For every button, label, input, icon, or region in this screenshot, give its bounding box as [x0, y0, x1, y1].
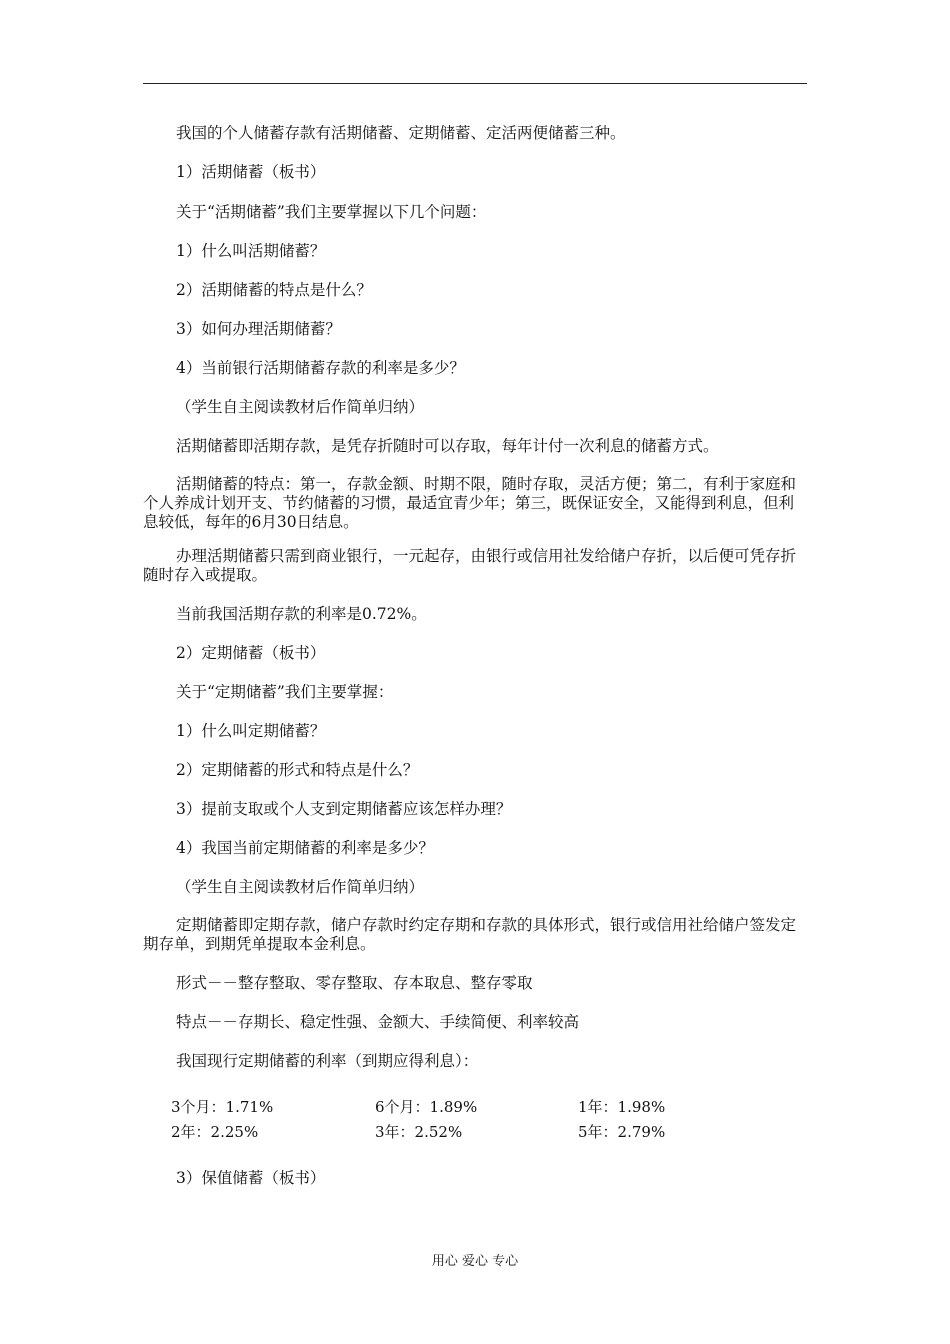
rate-cell: 3年：2.52%: [375, 1123, 463, 1141]
question-item: 3）如何办理活期储蓄？: [176, 320, 341, 338]
section-heading: 3）保值储蓄（板书）: [176, 1169, 326, 1187]
paragraph-note: （学生自主阅读教材后作简单归纳）: [176, 398, 425, 416]
rates-table: [171, 1096, 791, 1146]
rate-cell: 2年：2.25%: [171, 1123, 259, 1141]
question-item: 1）什么叫活期储蓄？: [176, 242, 326, 260]
paragraph: 我国现行定期储蓄的利率（到期应得利息）：: [176, 1052, 479, 1070]
question-item: 4）当前银行活期储蓄存款的利率是多少？: [176, 359, 465, 377]
question-item: 3）提前支取或个人支到定期储蓄应该怎样办理？: [176, 800, 512, 818]
section-heading: 1）活期储蓄（板书）: [176, 163, 326, 181]
paragraph: 办理活期储蓄只需到商业银行，一元起存，由银行或信用社发给储户存折，以后便可凭存折随时存入或提取。: [143, 547, 797, 584]
paragraph: 关于“活期储蓄”我们主要掌握以下几个问题：: [176, 203, 487, 221]
paragraph: 关于“定期储蓄”我们主要掌握：: [176, 683, 394, 701]
paragraph: 定期储蓄即定期存款，储户存款时约定存期和存款的具体形式，银行或信用社给储户签发定期存单，到期凭单提取本金利息。: [143, 916, 797, 953]
question-item: 2）活期储蓄的特点是什么？: [176, 281, 372, 299]
rate-cell: 5年：2.79%: [578, 1123, 666, 1141]
question-item: 4）我国当前定期储蓄的利率是多少？: [176, 839, 434, 857]
section-heading: 2）定期储蓄（板书）: [176, 644, 326, 662]
rates-row: [171, 1096, 791, 1121]
question-item: 2）定期储蓄的形式和特点是什么？: [176, 761, 419, 779]
paragraph: 形式－－整存整取、零存整取、存本取息、整存零取: [176, 974, 533, 992]
paragraph: 活期储蓄的特点：第一，存款金额、时期不限，随时存取，灵活方便；第二，有利于家庭和个人养成计划开支、节约储蓄的习惯，最适宜青少年；第三，既保证安全，又能得到利息，但利息较低，每年的6月30日结息。: [143, 475, 797, 531]
header-rule: [143, 83, 807, 84]
rate-cell: 3个月：1.71%: [171, 1098, 274, 1116]
paragraph: 特点－－存期长、稳定性强、金额大、手续简便、利率较高: [176, 1013, 580, 1031]
paragraph-note: （学生自主阅读教材后作简单归纳）: [176, 878, 425, 896]
rate-cell: 1年：1.98%: [578, 1098, 666, 1116]
rate-cell: 6个月：1.89%: [375, 1098, 478, 1116]
paragraph: 当前我国活期存款的利率是0.72%。: [176, 605, 427, 623]
page-footer: 用心 爱心 专心: [431, 1254, 519, 1269]
paragraph: 我国的个人储蓄存款有活期储蓄、定期储蓄、定活两便储蓄三种。: [176, 124, 626, 142]
paragraph: 活期储蓄即活期存款，是凭存折随时可以存取，每年计付一次利息的储蓄方式。: [176, 437, 719, 455]
question-item: 1）什么叫定期储蓄？: [176, 722, 326, 740]
rates-row: [171, 1121, 791, 1146]
